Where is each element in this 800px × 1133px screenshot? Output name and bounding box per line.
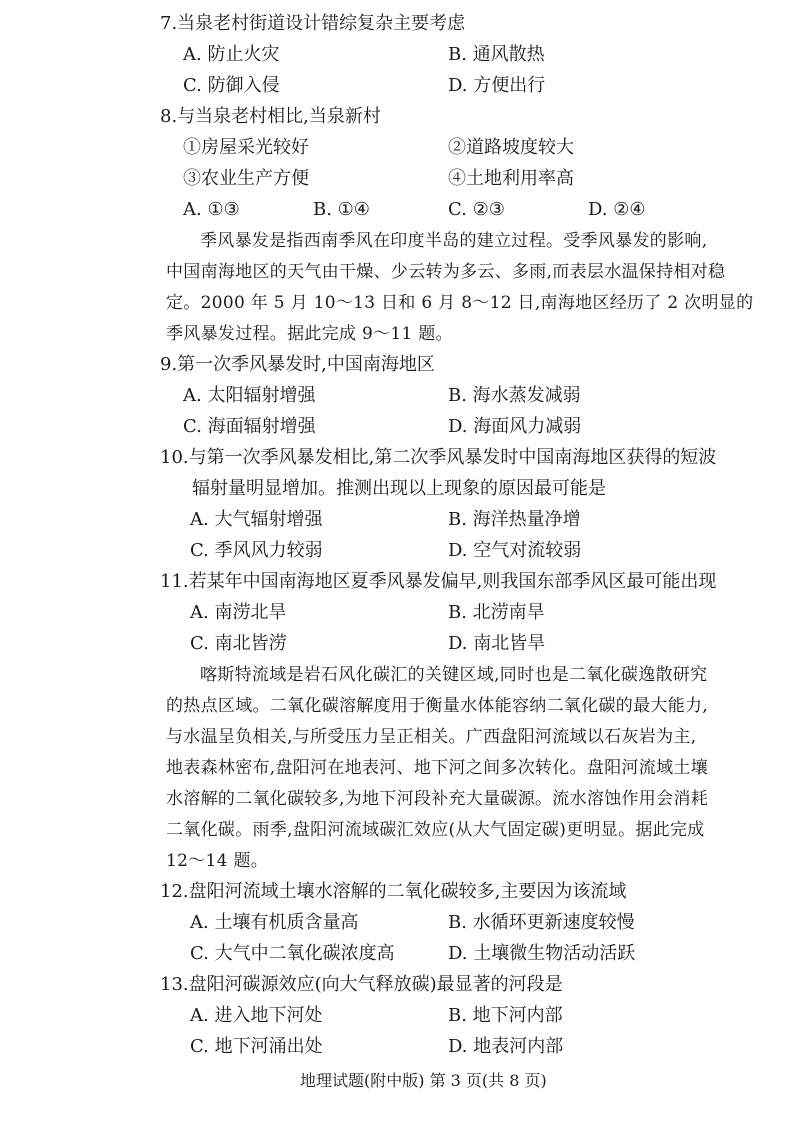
page-footer: 地理试题(附中版) 第 3 页(共 8 页) bbox=[300, 1071, 547, 1090]
option-c: C. 地下河涌出处 bbox=[190, 1036, 323, 1057]
option-a: A. 进入地下河处 bbox=[190, 1005, 323, 1026]
option-c: C. 大气中二氧化碳浓度高 bbox=[190, 943, 395, 964]
option-b: B. 海洋热量净增 bbox=[448, 509, 581, 530]
option-a: A. ①③ bbox=[183, 199, 240, 220]
option-b: B. ①④ bbox=[313, 199, 370, 220]
passage-line: 季风暴发过程。据此完成 9～11 题。 bbox=[166, 324, 453, 344]
option-d: D. 空气对流较弱 bbox=[448, 540, 582, 561]
passage-line: 中国南海地区的天气由干燥、少云转为多云、多雨,而表层水温保持相对稳 bbox=[166, 262, 726, 282]
option-d: D. ②④ bbox=[588, 199, 646, 220]
passage-line: 喀斯特流域是岩石风化碳汇的关键区域,同时也是二氧化碳逸散研究 bbox=[200, 665, 708, 685]
statement-2: ②道路坡度较大 bbox=[448, 137, 574, 158]
option-d: D. 方便出行 bbox=[448, 75, 546, 96]
passage-line: 12～14 题。 bbox=[166, 851, 269, 871]
question-stem: 9.第一次季风暴发时,中国南海地区 bbox=[160, 354, 435, 375]
option-a: A. 大气辐射增强 bbox=[190, 509, 323, 530]
option-b: B. 通风散热 bbox=[448, 44, 545, 65]
statement-1: ①房屋采光较好 bbox=[183, 137, 309, 158]
passage-line: 定。2000 年 5 月 10～13 日和 6 月 8～12 日,南海地区经历了 2 次明显的 bbox=[166, 293, 754, 313]
option-a: A. 土壤有机质含量高 bbox=[190, 912, 359, 933]
passage-line: 二氧化碳。雨季,盘阳河流域碳汇效应(从大气固定碳)更明显。据此完成 bbox=[166, 820, 705, 840]
option-c: C. ②③ bbox=[448, 199, 505, 220]
option-b: B. 地下河内部 bbox=[448, 1005, 563, 1026]
option-c: C. 南北皆涝 bbox=[190, 633, 287, 654]
option-d: D. 地表河内部 bbox=[448, 1036, 564, 1057]
option-a: A. 防止火灾 bbox=[183, 44, 280, 65]
question-stem: 8.与当泉老村相比,当泉新村 bbox=[160, 106, 381, 127]
question-stem: 10.与第一次季风暴发相比,第二次季风暴发时中国南海地区获得的短波 bbox=[160, 447, 717, 468]
question-stem: 7.当泉老村街道设计错综复杂主要考虑 bbox=[160, 13, 466, 34]
question-stem: 12.盘阳河流域土壤水溶解的二氧化碳较多,主要因为该流域 bbox=[160, 881, 627, 902]
option-d: D. 土壤微生物活动活跃 bbox=[448, 943, 636, 964]
option-b: B. 海水蒸发减弱 bbox=[448, 385, 581, 406]
passage-line: 水溶解的二氧化碳较多,为地下河段补充大量碳源。流水溶蚀作用会消耗 bbox=[166, 789, 709, 809]
option-a: A. 太阳辐射增强 bbox=[183, 385, 316, 406]
question-stem-continued: 辐射量明显增加。推测出现以上现象的原因最可能是 bbox=[192, 478, 606, 499]
option-d: D. 海面风力减弱 bbox=[448, 416, 582, 437]
option-d: D. 南北皆旱 bbox=[448, 633, 546, 654]
option-c: C. 季风风力较弱 bbox=[190, 540, 323, 561]
option-c: C. 海面辐射增强 bbox=[183, 416, 316, 437]
passage-line: 地表森林密布,盘阳河在地表河、地下河之间多次转化。盘阳河流域土壤 bbox=[166, 758, 709, 778]
question-stem: 13.盘阳河碳源效应(向大气释放碳)最显著的河段是 bbox=[160, 974, 563, 995]
option-c: C. 防御入侵 bbox=[183, 75, 280, 96]
option-a: A. 南涝北旱 bbox=[190, 602, 287, 623]
option-b: B. 北涝南旱 bbox=[448, 602, 545, 623]
passage-line: 季风暴发是指西南季风在印度半岛的建立过程。受季风暴发的影响, bbox=[200, 231, 708, 251]
statement-4: ④土地利用率高 bbox=[448, 168, 574, 189]
question-stem: 11.若某年中国南海地区夏季风暴发偏早,则我国东部季风区最可能出现 bbox=[160, 571, 717, 592]
option-b: B. 水循环更新速度较慢 bbox=[448, 912, 635, 933]
passage-line: 与水温呈负相关,与所受压力呈正相关。广西盘阳河流域以石灰岩为主, bbox=[166, 727, 697, 747]
passage-line: 的热点区域。二氧化碳溶解度用于衡量水体能容纳二氧化碳的最大能力, bbox=[166, 696, 709, 716]
statement-3: ③农业生产方便 bbox=[183, 168, 309, 189]
